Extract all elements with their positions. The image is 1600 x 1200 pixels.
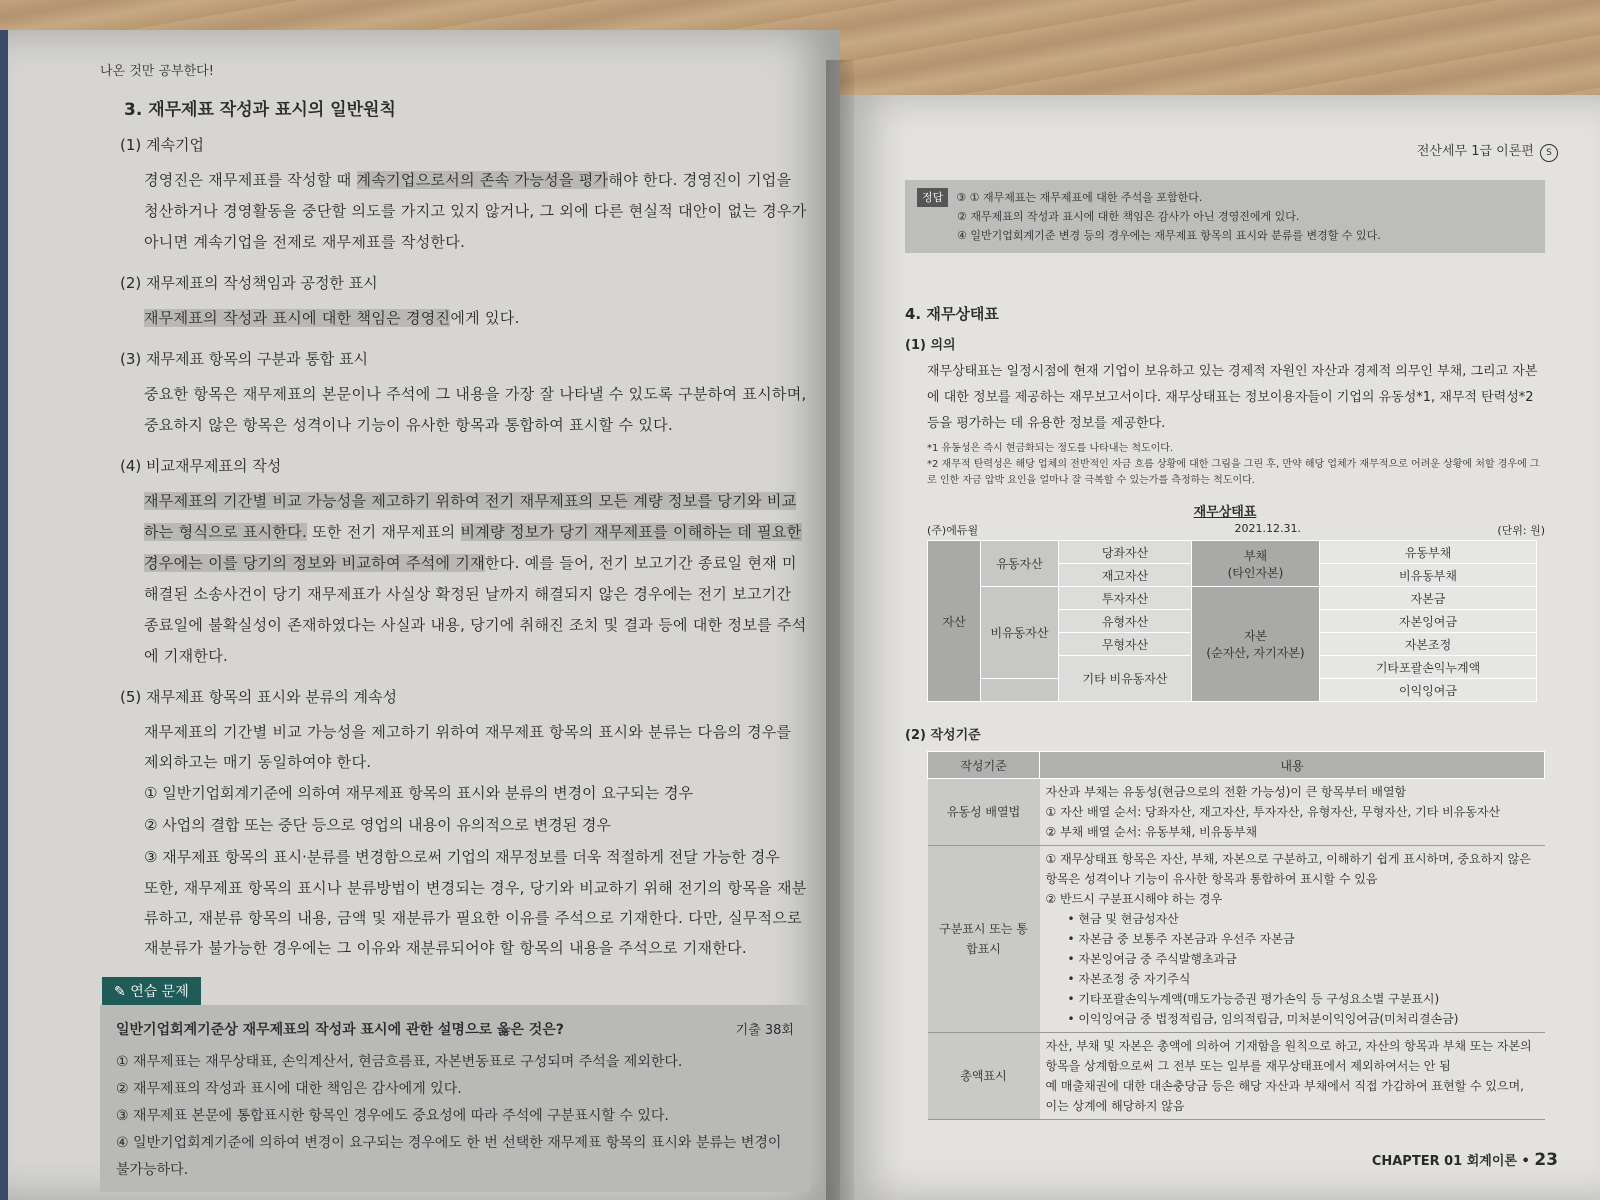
- criteria-content: [1040, 846, 1545, 1033]
- pencil-icon: ✎: [114, 984, 131, 1000]
- criteria-header: 작성기준: [928, 752, 1040, 779]
- practice-option: ① 재무제표는 재무상태표, 손익계산서, 현금흐름표, 자본변동표로 구성되며 주석을 제외한다.: [116, 1054, 683, 1070]
- bs-cell: 이익잉여금: [1320, 679, 1537, 702]
- bs-cell: 유동부채: [1320, 541, 1537, 564]
- criteria-bullet: • 이익잉여금 중 법정적립금, 임의적립금, 미처분이익잉여금(미처리결손금): [1067, 1012, 1459, 1026]
- consistency-text: 재무제표의 기간별 비교 가능성을 제고하기 위하여 재무제표 항목의 표시와 분류는 다음의 경우를 제외하고는 매기 동일하여야 한다.: [144, 723, 792, 771]
- bs-company: (주)에듀윌: [927, 524, 979, 537]
- criteria-key: 구분표시 또는 통합표시: [928, 846, 1040, 1033]
- highlight: 비계량 정보가 당기 재무제표를 이해하는 데 필요한 경우에는 이를 당기의 정보와 비교하여 주석에 기재: [144, 523, 802, 572]
- text-run: 에게 있다.: [450, 309, 520, 327]
- bs-asset: 자산: [928, 541, 981, 702]
- bs-spacer: [981, 679, 1059, 702]
- bs-liab: [1192, 541, 1320, 587]
- criteria-line: 자산, 부채 및 자본은 총액에 의하여 기재함을 원칙으로 하고, 자산의 항목과 부채 또는 자본의 항목을 상계함으로써 그 전부 또는 일부를 재무상태표에서 제외하여서는 안 됨: [1045, 1039, 1532, 1073]
- brand-logo-icon: S: [1540, 144, 1558, 162]
- subsection-comparative: (4) 비교재무제표의 작성: [120, 457, 282, 475]
- text-run: 또한 전기 재무제표의: [307, 523, 461, 541]
- meaning-text: 재무상태표는 일정시점에 현재 기업이 보유하고 있는 경제적 자원인 자산과 경제적 의무인 부채, 그리고 자본에 대한 정보를 제공하는 재무보고서이다. 재무상태표는 정보이용자들이 기업의 유동성*1, 재무적 탄력성*2 등을 평가하는 데 유용한 정보를 제공한다.: [927, 364, 1538, 431]
- responsibility-text: [144, 303, 810, 334]
- practice-tab: [102, 977, 201, 1005]
- criteria-bullet: • 자본잉여금 중 주식발행초과금: [1067, 952, 1237, 966]
- classification-text: 중요한 항목은 재무제표의 본문이나 주석에 그 내용을 가장 잘 나타낼 수 있도록 구분하여 표시하며, 중요하지 않은 항목은 성격이나 기능이 유사한 항목과 통합하여 표시할 수 있다.: [144, 385, 807, 434]
- practice-tab-label: 연습 문제: [130, 984, 189, 1000]
- highlight: 재무제표의 기간별 비교 가능성을 제고하기 위하여 전기 재무제표의 모든 계량 정보를 당기와 비교하는 형식으로 표시한다.: [144, 492, 797, 541]
- criteria-bullet: • 자본금 중 보통주 자본금과 우선주 자본금: [1067, 932, 1295, 946]
- answer-tag: 정답: [917, 188, 948, 207]
- bs-cell: 투자자산: [1059, 587, 1192, 610]
- text-run: 경영진은 재무제표를 작성할 때: [144, 171, 357, 189]
- bs-cell: 기타포괄손익누계액: [1320, 656, 1537, 679]
- list-item: ③ 재무제표 항목의 표시·분류를 변경함으로써 기업의 재무정보를 더욱 적절하게 전달 가능한 경우: [144, 848, 780, 866]
- comparative-text: [144, 486, 810, 672]
- answer-line: ④ 일반기업회계기준 변경 등의 경우에는 재무제표 항목의 표시와 분류를 변경할 수 있다.: [957, 229, 1381, 242]
- practice-option: ④ 일반기업회계기준에 의하여 변경이 요구되는 경우에도 한 번 선택한 재무제표 항목의 표시와 분류는 변경이 불가능하다.: [116, 1135, 782, 1178]
- criteria-header: 내용: [1040, 752, 1545, 779]
- subsection-going-concern: (1) 계속기업: [120, 136, 204, 154]
- right-page-content: [905, 140, 1545, 1120]
- criteria-bullet: • 자본조정 중 자기주식: [1067, 972, 1191, 986]
- subsection-responsibility: (2) 재무제표의 작성책임과 공정한 표시: [120, 274, 378, 292]
- criteria-line: 자산과 부채는 유동성(현금으로의 전환 가능성)이 큰 항목부터 배열함: [1045, 785, 1407, 799]
- bs-unit: (단위: 원): [1497, 524, 1545, 537]
- bs-liab-label: 부채: [1243, 548, 1268, 563]
- criteria-line: ② 반드시 구분표시해야 하는 경우: [1045, 892, 1223, 906]
- criteria-line: ① 자산 배열 순서: 당좌자산, 재고자산, 투자자산, 유형자산, 무형자산, 기타 비유동자산: [1045, 805, 1501, 819]
- practice-option: ② 재무제표의 작성과 표시에 대한 책임은 감사에게 있다.: [116, 1081, 462, 1097]
- criteria-key: 유동성 배열법: [928, 779, 1040, 846]
- going-concern-text: [144, 165, 810, 258]
- footnote: *1 유동성은 즉시 현금화되는 정도를 나타내는 척도이다.: [927, 443, 1174, 454]
- bs-meta: [927, 522, 1545, 538]
- page-number: 23: [1534, 1150, 1558, 1170]
- page-footer: [1372, 1150, 1558, 1170]
- bs-cell: 유형자산: [1059, 610, 1192, 633]
- bs-date: 2021.12.31.: [1234, 522, 1301, 535]
- bs-cell: 자본조정: [1320, 633, 1537, 656]
- criteria-key: 총액표시: [928, 1033, 1040, 1120]
- bs-title: 재무상태표: [1193, 505, 1257, 520]
- criteria-table: [927, 751, 1545, 1120]
- bs-cell: 자본금: [1320, 587, 1537, 610]
- subsection-classification: (3) 재무제표 항목의 구분과 통합 표시: [120, 350, 368, 368]
- bs-noncurrent-asset: 비유동자산: [981, 587, 1059, 679]
- section-title-4: 4. 재무상태표: [905, 305, 999, 323]
- bs-equity-label: 자본: [1243, 629, 1268, 643]
- bs-cell: 기타 비유동자산: [1059, 656, 1192, 702]
- bs-equity-sub: (순자산, 자기자본): [1206, 646, 1305, 660]
- answer-line: ② 재무제표의 작성과 표시에 대한 책임은 감사가 아닌 경영진에게 있다.: [957, 210, 1300, 223]
- answer-box: [905, 180, 1545, 253]
- subsection-criteria: (2) 작성기준: [905, 728, 981, 743]
- practice-source: 기출 38회: [735, 1023, 794, 1038]
- criteria-content: [1040, 779, 1545, 846]
- criteria-bullet: • 기타포괄손익누계액(매도가능증권 평가손익 등 구성요소별 구분표시): [1067, 992, 1440, 1006]
- list-item: ② 사업의 결합 또는 중단 등으로 영업의 내용이 유의적으로 변경된 경우: [144, 816, 611, 834]
- consistency-list: [144, 777, 810, 873]
- bs-current-asset: 유동자산: [981, 541, 1059, 587]
- highlight: 계속기업으로서의 존속 가능성을 평가: [356, 171, 609, 189]
- criteria-line: ② 부채 배열 순서: 유동부채, 비유동부채: [1045, 825, 1258, 839]
- subsection-meaning: (1) 의의: [905, 338, 956, 353]
- criteria-bullet: • 현금 및 현금성자산: [1067, 912, 1179, 926]
- subsection-consistency: (5) 재무제표 항목의 표시와 분류의 계속성: [120, 688, 397, 706]
- consistency-tail: 또한, 재무제표 항목의 표시나 분류방법이 변경되는 경우, 당기와 비교하기 위해 전기의 항목을 재분류하고, 재분류 항목의 내용, 금액 및 재분류가 필요한 이유를 주석으로 기재한다. 다만, 실무적으로 재분류가 불가능한 경우에는 그 이유와 재분류되어야 할 항목의 내용을 주석으로 기재한다.: [144, 879, 807, 957]
- running-head-left: 나온 것만 공부한다!: [100, 64, 214, 79]
- practice-question-row: [116, 1019, 794, 1039]
- practice-box: [100, 1005, 810, 1192]
- footnote: *2 재무적 탄력성은 해당 업체의 전반적인 자금 흐름 상황에 대한 그림을 그린 후, 만약 해당 업체가 재무적으로 어려운 상황에 처할 경우에 그로 인한 자금 압박 요인을 얼마나 잘 극복할 수 있는가를 측정하는 척도이다.: [927, 459, 1540, 486]
- bs-equity: [1192, 587, 1320, 702]
- bs-cell: 자본잉여금: [1320, 610, 1537, 633]
- running-head-text: 전산세무 1급 이론편: [1416, 144, 1534, 159]
- practice-problem: [100, 977, 810, 1192]
- bs-cell: 무형자산: [1059, 633, 1192, 656]
- text-run: 한다. 예를 들어, 전기 보고기간 종료일 현재 미해결된 소송사건이 당기 재무제표가 사실상 확정된 날까지 해결되지 않은 경우에는 전기 보고기간 종료일에 불확실성이 존재하였다는 사실과 내용, 당기에 취해진 조치 및 결과 등에 대한 정보를 주석에 기재한다.: [144, 554, 807, 665]
- criteria-content: [1040, 1033, 1545, 1120]
- practice-option: ③ 재무제표 본문에 통합표시한 항목인 경우에도 중요성에 따라 주석에 구분표시할 수 있다.: [116, 1108, 669, 1124]
- book-gutter: [826, 60, 854, 1200]
- bs-liab-sub: (타인자본): [1227, 565, 1284, 580]
- left-page-content: [100, 60, 810, 1192]
- criteria-line: 예 매출채권에 대한 대손충당금 등은 해당 자산과 부채에서 직접 가감하여 표현할 수 있으며, 이는 상계에 해당하지 않음: [1045, 1079, 1524, 1113]
- balance-sheet-table: [927, 540, 1537, 702]
- text-run: 해야 한다. 경영진이 기업을 청산하거나 경영활동을 중단할 의도를 가지고 있지 않거나, 그 외에 다른 현실적 대안이 없는 경우가 아니면 계속기업을 전제로 재무제표를 작성한다.: [144, 171, 807, 251]
- footer-chapter: CHAPTER 01 회계이론 •: [1371, 1154, 1530, 1169]
- highlight: 재무제표의 작성과 표시에 대한 책임은 경영진: [144, 309, 451, 327]
- bs-cell: 당좌자산: [1059, 541, 1192, 564]
- list-item: ① 일반기업회계기준에 의하여 재무제표 항목의 표시와 분류의 변경이 요구되는 경우: [144, 784, 694, 802]
- criteria-line: ① 재무상태표 항목은 자산, 부채, 자본으로 구분하고, 이해하기 쉽게 표시하며, 중요하지 않은 항목은 성격이나 기능이 유사한 항목과 통합하여 표시할 수 있음: [1045, 852, 1531, 886]
- practice-question: 일반기업회계기준상 재무제표의 작성과 표시에 관한 설명으로 옳은 것은?: [116, 1022, 564, 1038]
- section-title-3: 3. 재무제표 작성과 표시의 일반원칙: [124, 100, 396, 120]
- answer-line: ③ ① 재무제표는 재무제표에 대한 주석을 포함한다.: [956, 191, 1203, 204]
- bs-cell: 비유동부채: [1320, 564, 1537, 587]
- bs-cell: 재고자산: [1059, 564, 1192, 587]
